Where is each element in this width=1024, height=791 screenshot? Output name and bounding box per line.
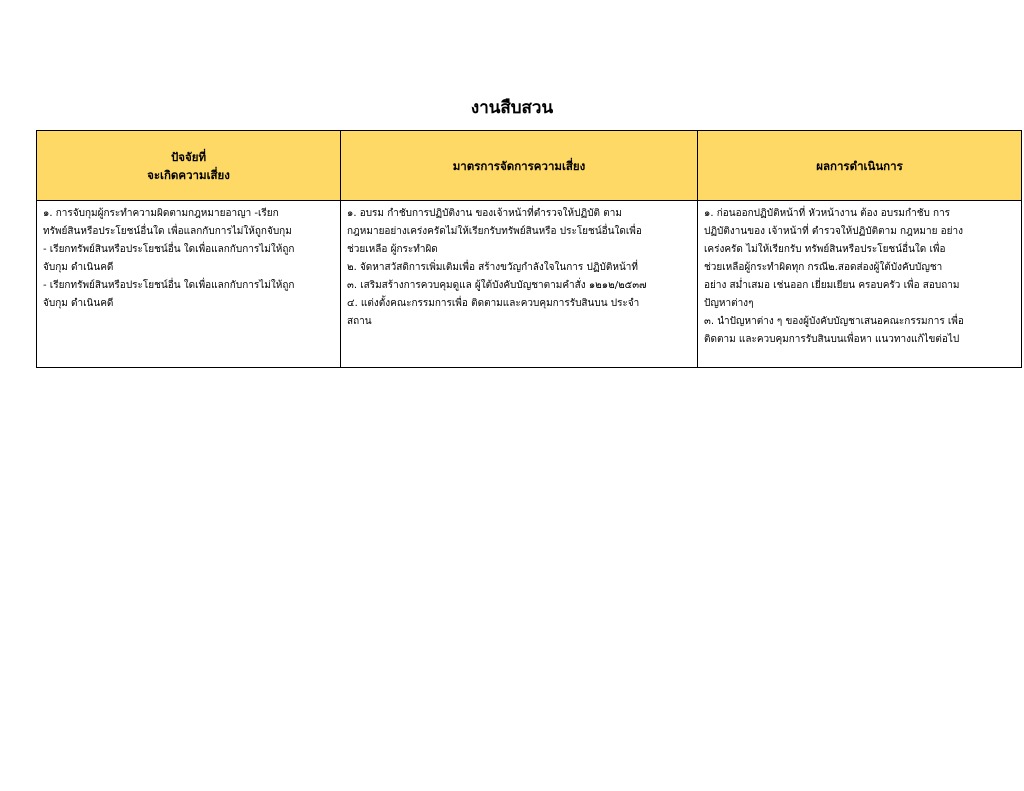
cell-line: ทรัพย์สินหรือประโยชน์อื่นใด เพื่อแลกกับการไม่ให้ถูกจับกุม: [43, 226, 292, 237]
cell-line: สถาน: [347, 316, 372, 327]
cell-results: [698, 201, 1022, 368]
cell-line: ติดตาม และควบคุมการรับสินบนเพื่อหา แนวทางแก้ไขต่อไป: [704, 334, 960, 345]
cell-line: อย่าง สม่ำเสมอ เช่นออก เยี่ยมเยียน ครอบครัว เพื่อ สอบถาม: [704, 280, 960, 291]
cell-line: จับกุม ดำเนินคดี: [43, 262, 114, 273]
cell-line: ๑. ก่อนออกปฏิบัติหน้าที่ หัวหน้างาน ต้อง อบรมกำชับ การ: [704, 208, 951, 219]
cell-line: ปฏิบัติงานของ เจ้าหน้าที่ ตำรวจให้ปฏิบัติตาม กฎหมาย อย่าง: [704, 226, 964, 237]
cell-line: - เรียกทรัพย์สินหรือประโยชน์อื่น ใดเพื่อแลกกับการไม่ให้ถูก: [43, 280, 295, 291]
cell-line: ช่วยเหลือผู้กระทำผิดทุก กรณี๒.สอดส่องผู้ใต้บังคับบัญชา: [704, 262, 943, 273]
cell-line: ๑. อบรม กำชับการปฏิบัติงาน ของเจ้าหน้าที่ตำรวจให้ปฏิบัติ ตาม: [347, 208, 622, 219]
cell-line: ๔. แต่งตั้งคณะกรรมการเพื่อ ติดตามและควบคุมการรับสินบน ประจำ: [347, 298, 640, 309]
cell-risk-measures: [341, 201, 698, 368]
risk-table: [36, 130, 1022, 368]
cell-line: ๑. การจับกุมผู้กระทำความผิดตามกฎหมายอาญา -เรียก: [43, 208, 279, 219]
cell-risk-factors: [37, 201, 341, 368]
cell-line: ช่วยเหลือ ผู้กระทำผิด: [347, 244, 438, 255]
page-title: งานสืบสวน: [470, 98, 554, 118]
cell-line: ๓. นำปัญหาต่าง ๆ ของผู้บังคับบัญชาเสนอคณะกรรมการ เพื่อ: [704, 316, 964, 327]
cell-line: จับกุม ดำเนินคดี: [43, 298, 114, 309]
cell-line: กฎหมายอย่างเคร่งครัดไม่ให้เรียกรับทรัพย์สินหรือ ประโยชน์อื่นใดเพื่อ: [347, 226, 642, 237]
table-header-row: [37, 131, 1022, 201]
cell-line: เคร่งครัด ไม่ให้เรียกรับ ทรัพย์สินหรือประโยชน์อื่นใด เพื่อ: [704, 244, 946, 255]
cell-line: - เรียกทรัพย์สินหรือประโยชน์อื่น ใดเพื่อแลกกับการไม่ให้ถูก: [43, 244, 295, 255]
cell-line: ปัญหาต่างๆ: [704, 298, 754, 309]
header-line: ผลการดำเนินการ: [816, 158, 903, 173]
header-risk-measures: [341, 131, 698, 201]
cell-line: ๓. เสริมสร้างการควบคุมดูแล ผู้ใต้บังคับบัญชาตามคำสั่ง ๑๒๑๒/๒๕๓๗: [347, 280, 647, 291]
header-risk-factors: [37, 131, 341, 201]
header-line: มาตรการจัดการความเสี่ยง: [452, 158, 586, 173]
header-results: [698, 131, 1022, 201]
table-row: [37, 201, 1022, 368]
header-line: จะเกิดความเสี่ยง: [147, 167, 230, 182]
cell-line: ๒. จัดหาสวัสดิการเพิ่มเติมเพื่อ สร้างขวัญกำลังใจในการ ปฏิบัติหน้าที่: [347, 262, 639, 273]
header-line: ปัจจัยที่: [170, 149, 207, 164]
